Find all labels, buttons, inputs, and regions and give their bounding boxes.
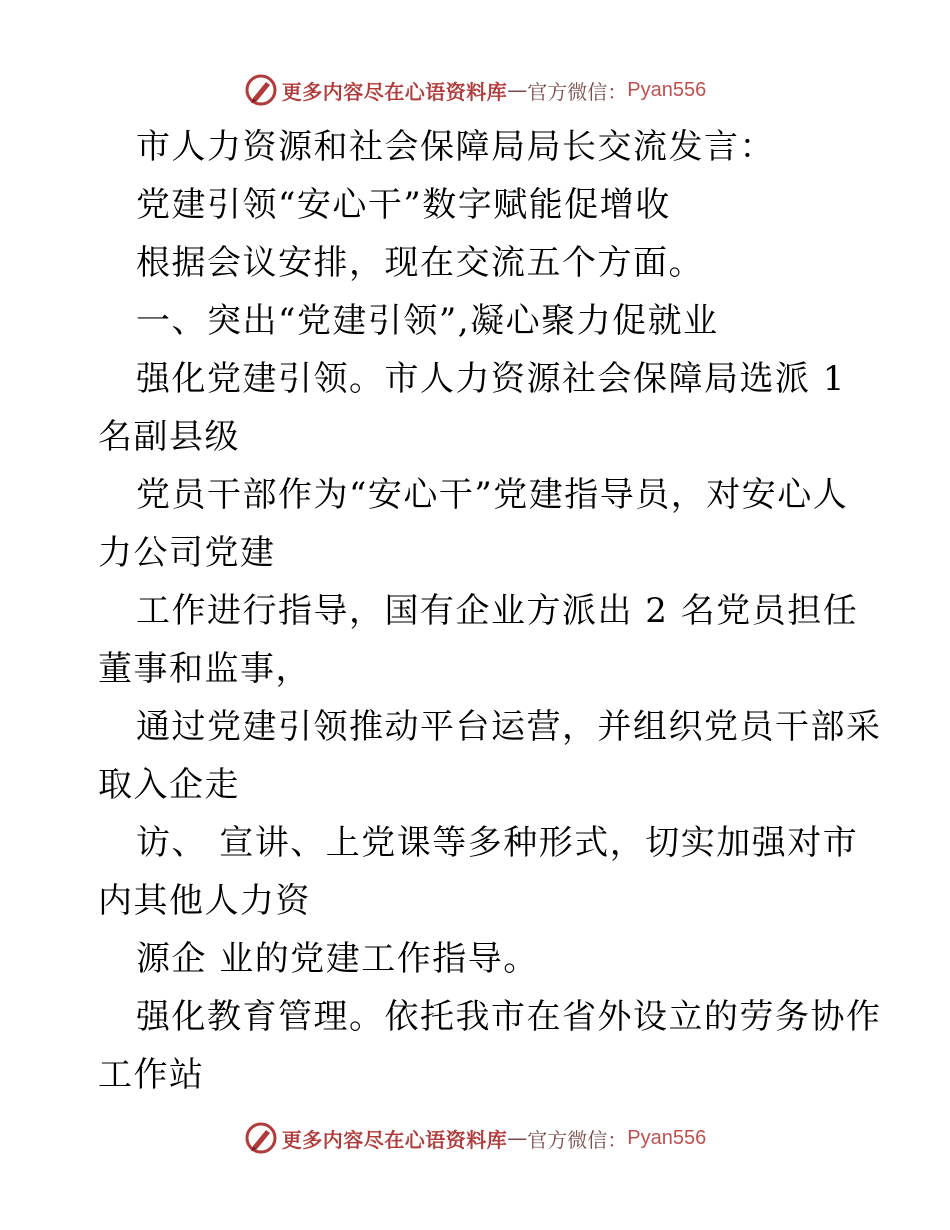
pen-logo-icon <box>244 1121 278 1155</box>
document-body <box>98 118 882 1104</box>
paragraph-line: 党员干部作为“安心干”党建指导员，对安心人 <box>136 475 849 515</box>
doc-title: 市人力资源和社会保障局局长交流发言： <box>136 127 775 167</box>
banner-title: 更多内容尽在心语资料库 <box>281 79 508 104</box>
paragraph-line: 名副县级 <box>98 417 240 457</box>
paragraph-line: 访、 宣讲、上党课等多种形式，切实加强对市 <box>136 823 859 863</box>
banner-separator: — <box>507 78 528 102</box>
banner-separator: — <box>507 1126 528 1150</box>
section-heading: 一、突出“党建引领”,凝心聚力促就业 <box>136 301 719 341</box>
paragraph-line: 源企 业的党建工作指导。 <box>136 939 539 979</box>
banner-wechat-label: 官方微信： <box>527 1127 628 1152</box>
paragraph-line: 工作站 <box>98 1055 205 1095</box>
banner-title: 更多内容尽在心语资料库 <box>281 1127 508 1152</box>
paragraph-line: 根据会议安排，现在交流五个方面。 <box>136 243 704 283</box>
paragraph-line: 强化教育管理。依托我市在省外设立的劳务协作 <box>136 997 882 1037</box>
pen-logo-icon <box>244 73 278 107</box>
paragraph-line: 工作进行指导，国有企业方派出 2 名党员担任 <box>136 591 859 631</box>
footer-banner <box>0 1118 950 1158</box>
banner-wechat-id: Pyan556 <box>627 78 707 101</box>
paragraph-line: 通过党建引领推动平台运营，并组织党员干部采 <box>136 707 882 747</box>
paragraph-line: 取入企走 <box>98 765 240 805</box>
header-banner <box>0 70 950 110</box>
paragraph-line: 强化党建引领。市人力资源社会保障局选派 1 <box>136 359 846 399</box>
banner-wechat-id: Pyan556 <box>627 1126 707 1149</box>
paragraph-line: 力公司党建 <box>98 533 276 573</box>
doc-subtitle: 党建引领“安心干”数字赋能促增收 <box>136 185 671 225</box>
paragraph-line: 内其他人力资 <box>98 881 311 921</box>
banner-wechat-label: 官方微信： <box>527 79 628 104</box>
paragraph-line: 董事和监事， <box>98 649 311 689</box>
